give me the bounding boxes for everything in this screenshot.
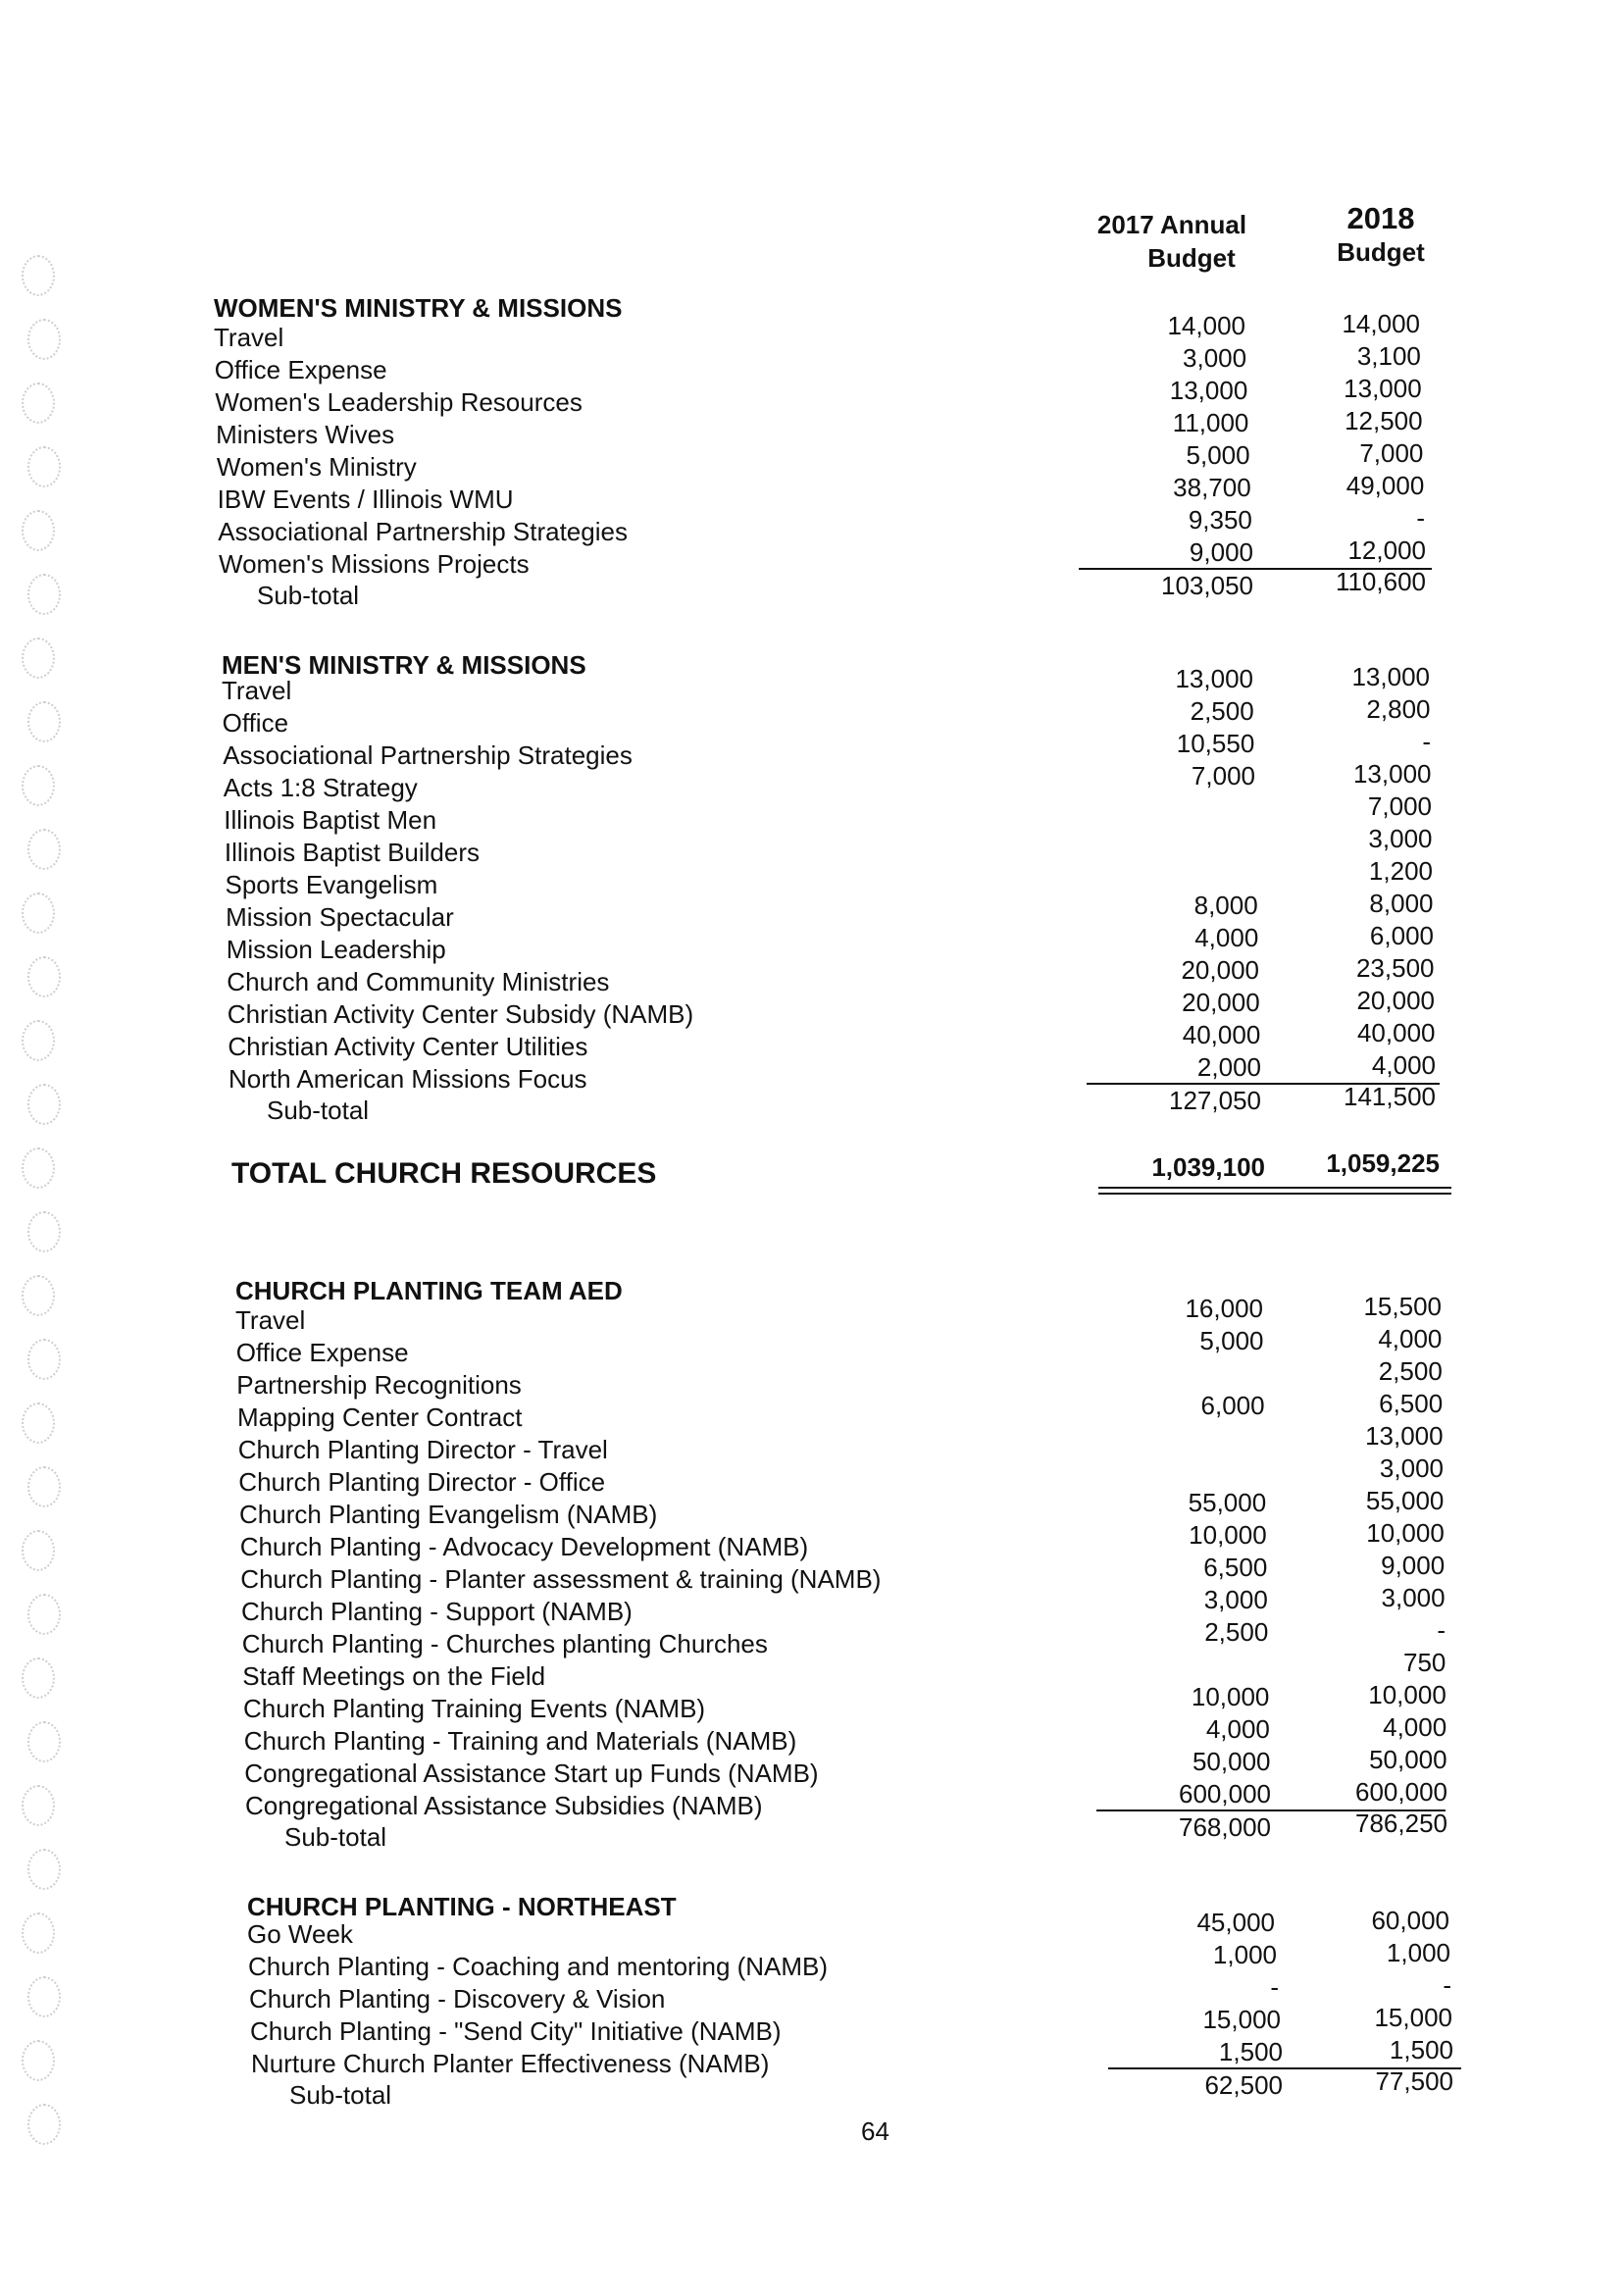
binder-hole <box>27 446 61 487</box>
line-item-label: Church Planting - Planter assessment & training (NAMB) <box>240 1564 882 1594</box>
binder-hole <box>27 1849 61 1890</box>
value-2017: 600,000 <box>1179 1779 1271 1809</box>
line-item-label: Mission Spectacular <box>226 902 454 932</box>
value-2018: 10,000 <box>1366 1518 1445 1548</box>
value-2017: 6,000 <box>1200 1391 1265 1420</box>
value-2018: 3,000 <box>1381 1583 1446 1612</box>
binder-holes <box>22 255 100 2177</box>
binder-hole <box>27 1466 61 1507</box>
page-number: 64 <box>861 2116 889 2146</box>
col2017-line2: Budget <box>1147 243 1236 273</box>
binder-hole <box>27 701 61 742</box>
value-2017: 6,500 <box>1203 1553 1268 1582</box>
value-2017: 15,000 <box>1202 2005 1281 2034</box>
value-2017: 10,000 <box>1189 1520 1267 1550</box>
line-item-label: Church Planting - Churches planting Churches <box>241 1629 768 1658</box>
value-2017: 4,000 <box>1194 923 1259 952</box>
line-item-label: Church and Community Ministries <box>227 967 610 996</box>
binder-hole <box>22 1530 55 1571</box>
line-item-label: Illinois Baptist Men <box>224 805 437 835</box>
total-rule-top <box>1098 1187 1451 1189</box>
value-2018: 7,000 <box>1367 791 1432 821</box>
value-2017: 2,500 <box>1190 696 1254 726</box>
binder-hole <box>27 2104 61 2145</box>
value-2017: 14,000 <box>1167 311 1245 340</box>
value-2017: 2,500 <box>1204 1617 1269 1647</box>
value-2018: 1,200 <box>1368 856 1433 886</box>
line-item-label: Church Planting - Coaching and mentoring (NAMB) <box>248 1952 829 1981</box>
line-item-label: Associational Partnership Strategies <box>218 517 628 546</box>
total-rule-bottom <box>1098 1193 1451 1195</box>
subtotal-2018: 110,600 <box>1335 567 1426 596</box>
line-item-label: Go Week <box>247 1919 353 1949</box>
section-title-mens: MEN'S MINISTRY & MISSIONS <box>222 650 586 680</box>
value-2017: 20,000 <box>1182 988 1260 1017</box>
value-2017: 5,000 <box>1186 440 1250 470</box>
line-item-label: Staff Meetings on the Field <box>242 1661 546 1691</box>
line-item-label: Church Planting Director - Travel <box>237 1435 608 1464</box>
binder-hole <box>22 765 55 806</box>
value-2018: 15,500 <box>1363 1292 1442 1321</box>
line-item-label: Office Expense <box>235 1338 409 1367</box>
value-2017: 9,350 <box>1188 505 1252 535</box>
subtotal-label: Sub-total <box>284 1822 387 1852</box>
value-2018: 2,500 <box>1378 1356 1443 1386</box>
subtotal-2017: 768,000 <box>1179 1812 1271 1842</box>
col2018-line1: 2018 <box>1346 201 1415 235</box>
value-2018: 1,000 <box>1386 1938 1450 1967</box>
value-2018: 20,000 <box>1356 986 1435 1015</box>
value-2017: 9,000 <box>1189 537 1253 567</box>
value-2018: 4,000 <box>1371 1050 1436 1080</box>
value-2017: 55,000 <box>1188 1488 1267 1517</box>
binder-hole <box>22 892 55 934</box>
value-2018: 15,000 <box>1374 2003 1452 2032</box>
value-2018: 13,000 <box>1352 759 1432 789</box>
value-2017: 11,000 <box>1172 408 1249 437</box>
value-2018: 3,000 <box>1379 1453 1444 1483</box>
value-2018: 6,000 <box>1369 921 1434 950</box>
value-2018: 3,000 <box>1368 824 1433 853</box>
value-2018: 40,000 <box>1356 1018 1436 1047</box>
value-2018: 1,500 <box>1389 2035 1453 2065</box>
value-2018: 7,000 <box>1359 438 1424 468</box>
value-2017: 2,000 <box>1196 1052 1261 1082</box>
col2018-line2: Budget <box>1337 237 1425 267</box>
line-item-label: Acts 1:8 Strategy <box>223 773 418 802</box>
value-2018: - <box>1422 727 1431 756</box>
total-2017: 1,039,100 <box>1151 1152 1265 1182</box>
binder-hole <box>27 956 61 997</box>
value-2017: 3,000 <box>1203 1585 1268 1614</box>
subtotal-2017: 62,500 <box>1204 2070 1283 2100</box>
section-title-planting_ne: CHURCH PLANTING - NORTHEAST <box>247 1892 677 1921</box>
binder-hole <box>27 1084 61 1125</box>
line-item-label: Partnership Recognitions <box>236 1370 522 1400</box>
line-item-label: Christian Activity Center Utilities <box>228 1032 588 1061</box>
line-item-label: Nurture Church Planter Effectiveness (NAMB) <box>251 2049 770 2078</box>
binder-hole <box>27 1976 61 2017</box>
value-2018: 6,500 <box>1379 1389 1444 1418</box>
binder-hole <box>27 1594 61 1635</box>
value-2018: 50,000 <box>1369 1745 1447 1774</box>
value-2018: 55,000 <box>1365 1486 1445 1515</box>
subtotal-2017: 103,050 <box>1161 571 1253 600</box>
line-item-label: Women's Missions Projects <box>219 549 530 579</box>
binder-hole <box>27 1721 61 1762</box>
line-item-label: Church Planting - Support (NAMB) <box>241 1597 633 1626</box>
value-2017: 5,000 <box>1199 1326 1264 1355</box>
value-2017: 7,000 <box>1191 761 1255 790</box>
line-item-label: Office <box>222 708 289 738</box>
binder-hole <box>27 319 61 360</box>
line-item-label: Church Planting - Training and Materials (NAMB) <box>243 1726 797 1756</box>
value-2018: 12,000 <box>1347 535 1426 565</box>
binder-hole <box>22 2040 55 2081</box>
value-2018: 23,500 <box>1355 953 1435 983</box>
line-item-label: Congregational Assistance Start up Funds (NAMB) <box>244 1759 819 1788</box>
subtotal-2018: 786,250 <box>1355 1809 1447 1838</box>
value-2017: 1,500 <box>1218 2037 1283 2066</box>
value-2018: 10,000 <box>1368 1680 1446 1709</box>
line-item-label: Church Planting - Discovery & Vision <box>249 1984 666 2014</box>
value-2018: 13,000 <box>1344 374 1422 403</box>
line-item-label: Women's Leadership Resources <box>215 387 583 417</box>
value-2018: - <box>1443 1970 1451 2000</box>
value-2017: 45,000 <box>1196 1908 1275 1937</box>
binder-hole <box>22 1657 55 1699</box>
binder-hole <box>22 1147 55 1189</box>
binder-hole <box>22 1402 55 1444</box>
value-2018: 750 <box>1403 1648 1446 1677</box>
value-2018: 13,000 <box>1365 1421 1444 1451</box>
value-2018: - <box>1416 503 1426 533</box>
value-2017: 40,000 <box>1182 1020 1261 1049</box>
line-item-label: Illinois Baptist Builders <box>224 838 481 867</box>
line-item-label: Church Planting Director - Office <box>238 1467 606 1497</box>
line-item-label: Travel <box>222 676 292 705</box>
line-item-label: Church Planting - "Send City" Initiative (NAMB) <box>250 2016 782 2046</box>
column-header-2017 <box>1079 208 1265 275</box>
line-item-label: Associational Partnership Strategies <box>223 740 633 770</box>
value-2017: 3,000 <box>1183 343 1247 373</box>
section-title-planting_aed: CHURCH PLANTING TEAM AED <box>235 1276 623 1305</box>
section-title-womens: WOMEN'S MINISTRY & MISSIONS <box>214 293 623 323</box>
line-item-label: Travel <box>214 323 284 352</box>
value-2018: 60,000 <box>1371 1906 1449 1935</box>
binder-hole <box>22 510 55 551</box>
value-2017: 13,000 <box>1175 664 1253 693</box>
line-item-label: Church Planting - Advocacy Development (NAMB) <box>239 1532 809 1561</box>
subtotal-2018: 77,500 <box>1375 2066 1453 2096</box>
value-2018: 3,100 <box>1356 341 1421 371</box>
binder-hole <box>22 1785 55 1826</box>
binder-hole <box>22 637 55 679</box>
line-item-label: Women's Ministry <box>216 452 417 482</box>
value-2017: 13,000 <box>1169 376 1248 405</box>
line-item-label: Christian Activity Center Subsidy (NAMB) <box>227 999 694 1029</box>
line-item-label: Sports Evangelism <box>225 870 438 899</box>
value-2018: 12,500 <box>1345 406 1423 435</box>
value-2018: 49,000 <box>1345 471 1425 500</box>
binder-hole <box>27 574 61 615</box>
value-2017: - <box>1270 1972 1279 2002</box>
line-item-label: Office Expense <box>214 355 387 384</box>
subtotal-label: Sub-total <box>257 581 360 610</box>
binder-hole <box>27 1339 61 1380</box>
line-item-label: Mapping Center Contract <box>237 1402 523 1432</box>
binder-hole <box>22 1912 55 1954</box>
subtotal-label: Sub-total <box>267 1096 370 1125</box>
value-2018: 14,000 <box>1342 309 1420 338</box>
line-item-label: Travel <box>235 1305 306 1335</box>
value-2018: 4,000 <box>1383 1712 1447 1742</box>
value-2017: 20,000 <box>1181 955 1259 985</box>
line-item-label: Congregational Assistance Subsidies (NAMB) <box>245 1791 763 1820</box>
value-2017: 16,000 <box>1185 1294 1263 1323</box>
value-2017: 50,000 <box>1192 1747 1271 1776</box>
line-item-label: North American Missions Focus <box>228 1064 587 1094</box>
value-2017: 10,000 <box>1191 1682 1270 1711</box>
value-2018: 13,000 <box>1351 662 1430 691</box>
total-church-resources-label: TOTAL CHURCH RESOURCES <box>231 1157 657 1190</box>
column-header-2018 <box>1312 202 1449 269</box>
binder-hole <box>22 1020 55 1061</box>
line-item-label: Church Planting Training Events (NAMB) <box>243 1694 706 1723</box>
col2017-line1: 2017 Annual <box>1096 210 1247 239</box>
value-2017: 38,700 <box>1173 473 1251 502</box>
value-2017: 1,000 <box>1212 1940 1277 1969</box>
line-item-label: Church Planting Evangelism (NAMB) <box>239 1500 658 1529</box>
subtotal-2018: 141,500 <box>1344 1082 1436 1111</box>
total-2018: 1,059,225 <box>1326 1148 1440 1178</box>
line-item-label: Mission Leadership <box>226 935 446 964</box>
value-2018: 8,000 <box>1369 889 1434 918</box>
binder-hole <box>27 1211 61 1252</box>
value-2017: 4,000 <box>1205 1714 1270 1744</box>
subtotal-2017: 127,050 <box>1169 1086 1261 1115</box>
binder-hole <box>27 829 61 870</box>
binder-hole <box>22 255 55 296</box>
value-2018: 9,000 <box>1381 1551 1446 1580</box>
value-2017: 8,000 <box>1193 891 1258 920</box>
value-2017: 10,550 <box>1176 729 1255 758</box>
value-2018: 4,000 <box>1378 1324 1443 1353</box>
binder-hole <box>22 1275 55 1316</box>
value-2018: 2,800 <box>1366 694 1431 724</box>
subtotal-label: Sub-total <box>289 2080 392 2110</box>
line-item-label: Ministers Wives <box>216 420 395 449</box>
value-2018: - <box>1437 1615 1446 1645</box>
value-2018: 600,000 <box>1355 1777 1447 1807</box>
line-item-label: IBW Events / Illinois WMU <box>217 484 514 514</box>
binder-hole <box>22 382 55 424</box>
